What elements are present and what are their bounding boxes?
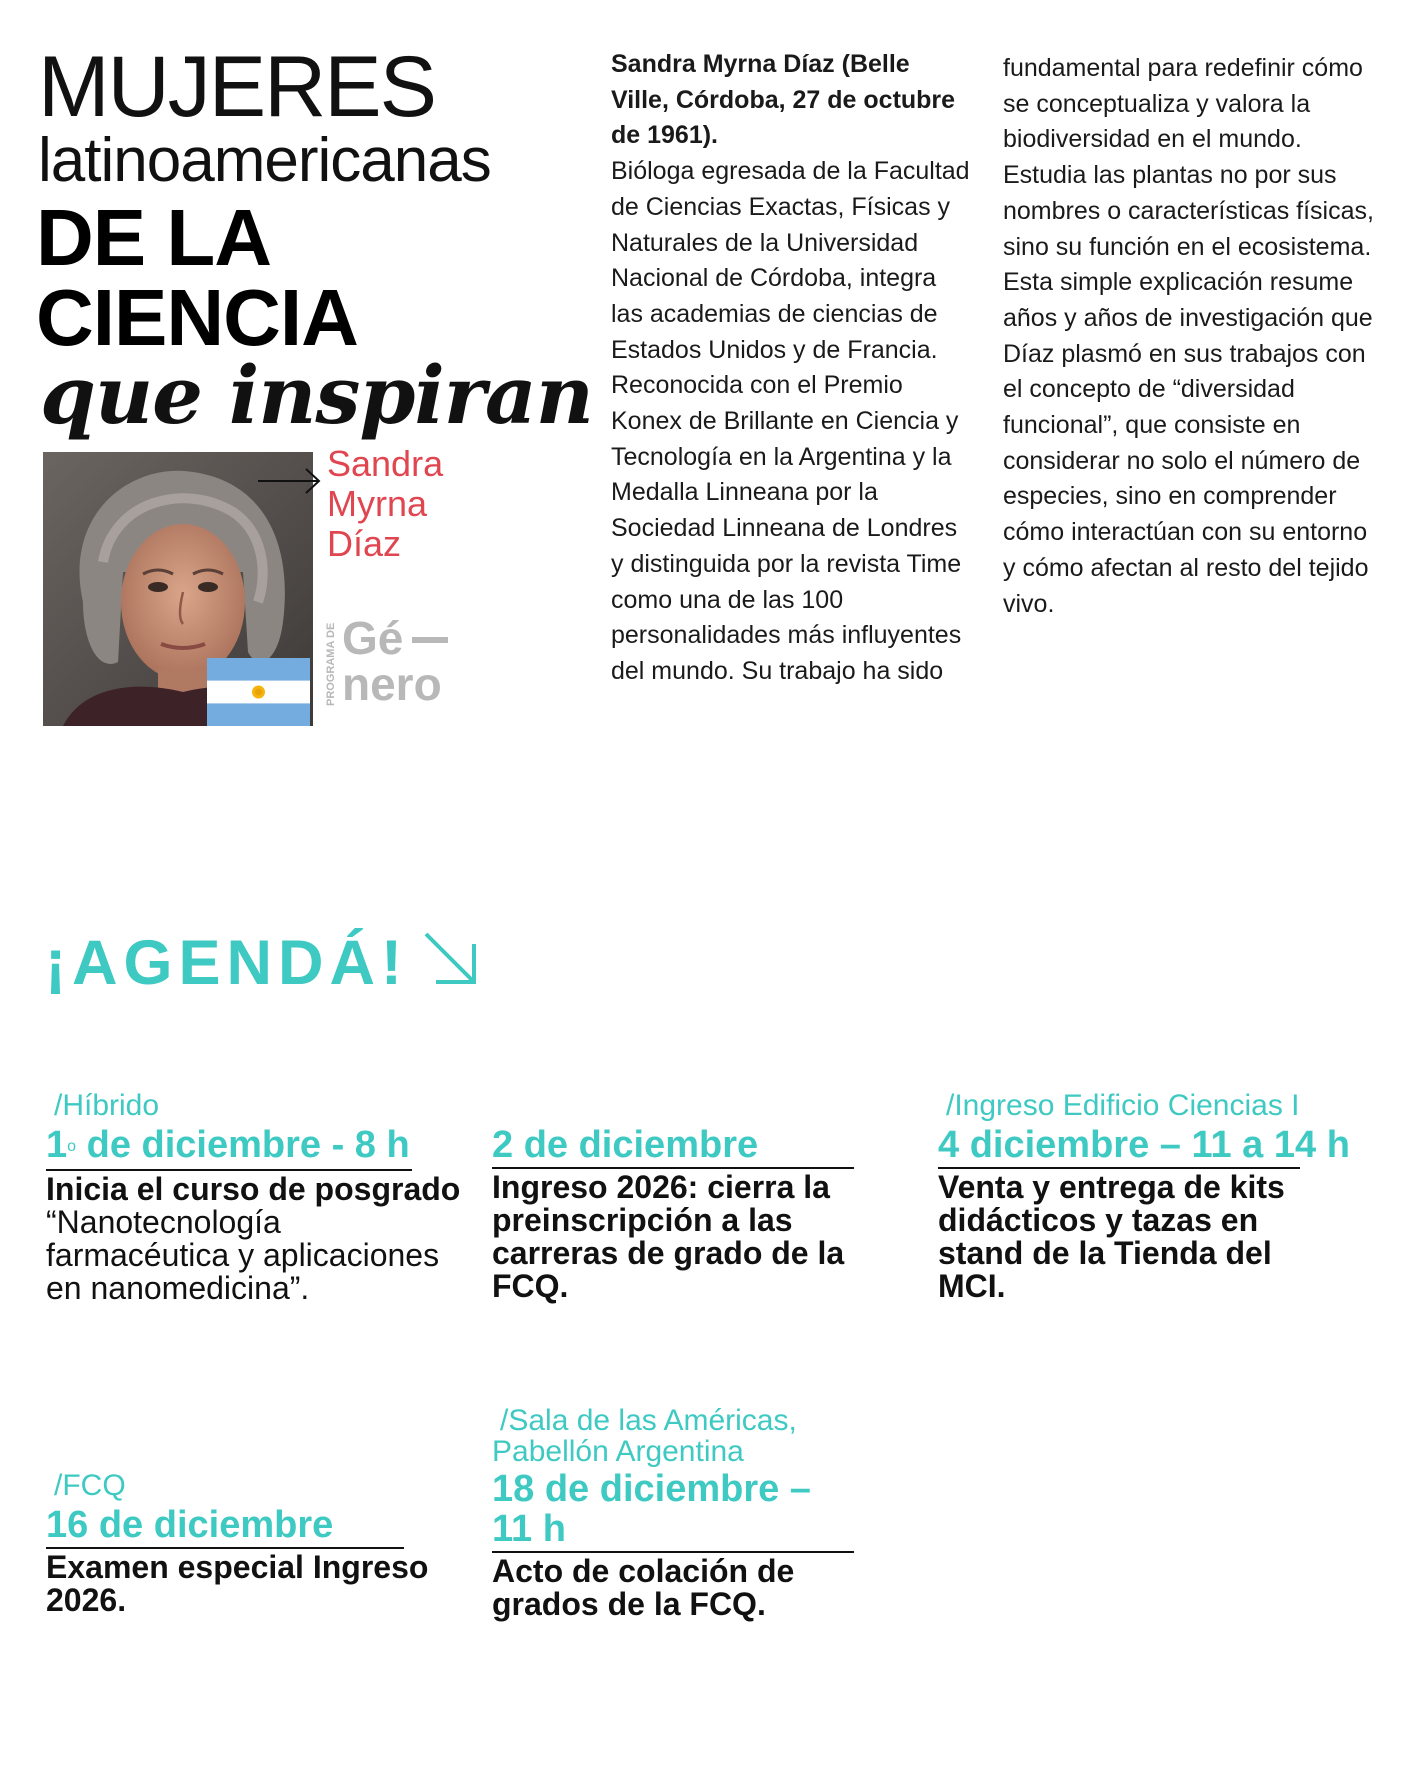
bio-column-2: fundamental para redefinir cómo se conceptualiza y valora la biodiversidad en el mundo. Estudia las plantas no por sus nombres o características físicas, sino su función en el ecosistema. Esta simple explicación resume años y años de investigación que Díaz plasmó en sus trabajos con el concepto de “diversidad funcional”, que consiste en considerar no solo el número de especies, sino en comprender cómo interactúan con su entorno y cómo afectan al resto del tejido vivo. xyxy=(1003,54,1374,618)
event-description xyxy=(46,1173,471,1305)
name-line-3: Díaz xyxy=(327,523,402,564)
event-date-1: 18 de diciembre – xyxy=(492,1468,811,1510)
name-line-1: Sandra xyxy=(327,443,444,484)
event-date xyxy=(46,1125,471,1167)
event-3 xyxy=(938,1090,1358,1303)
event-description: Ingreso 2026: cierra la preinscripción a las carreras de grado de la FCQ. xyxy=(492,1169,845,1304)
argentina-flag-icon xyxy=(207,658,310,726)
event-location: /Híbrido xyxy=(54,1089,160,1122)
logo-big-2: nero xyxy=(342,658,442,708)
event-location-1: /Sala de las Américas, xyxy=(500,1404,797,1437)
event-date: 16 de diciembre xyxy=(46,1504,334,1546)
title-mujeres: MUJERES xyxy=(38,39,435,135)
event-date: 4 diciembre – 11 a 14 h xyxy=(938,1124,1350,1166)
arrow-down-right-icon xyxy=(422,930,480,986)
event-desc-bold: Inicia el curso de posgrado xyxy=(46,1171,461,1207)
event-date: 2 de diciembre xyxy=(492,1124,759,1166)
event-2 xyxy=(492,1125,872,1303)
agenda-title: ¡AGENDÁ! xyxy=(45,928,408,998)
event-description: Acto de colación de grados de la FCQ. xyxy=(492,1553,795,1622)
bio-heading: Sandra Myrna Díaz (Belle Ville, Córdoba, 27 de octubre de 1961). xyxy=(611,50,956,150)
logo-small-text: PROGRAMA DE xyxy=(325,622,337,706)
logo-big-1: Gé xyxy=(342,612,404,664)
title-ciencia: CIENCIA xyxy=(36,273,358,362)
bio-text-1: Bióloga egresada de la Facultad de Ciencias Exactas, Físicas y Naturales de la Universidad Nacional de Córdoba, integra las academias de ciencias de Estados Unidos y de Francia. Reconocida con el Premio Konex de Brillante en Ciencia y Tecnología en la Argentina y la Medalla Linneana por la Sociedad Linneana de Londres y distinguida por la revista Time como una de las 100 personalidades más influyentes del mundo. Su trabajo ha sido xyxy=(611,157,970,685)
event-description: Examen especial Ingreso 2026. xyxy=(46,1549,429,1618)
profile-name xyxy=(327,444,507,564)
event-4 xyxy=(46,1470,446,1617)
event-description: Venta y entrega de kits didácticos y tazas en stand de la Tienda del MCI. xyxy=(938,1169,1285,1304)
arrow-right-icon xyxy=(258,466,322,496)
bio-column-1 xyxy=(611,47,971,690)
name-line-2: Myrna xyxy=(327,483,428,524)
event-1 xyxy=(46,1090,471,1305)
event-date-ordinal: o xyxy=(67,1138,77,1155)
event-location-2: Pabellón Argentina xyxy=(492,1435,744,1468)
event-date-rest: de diciembre - 8 h xyxy=(76,1124,410,1166)
programa-genero-logo xyxy=(320,612,470,708)
event-date-2: 11 h xyxy=(492,1508,566,1550)
event-location: /FCQ xyxy=(54,1469,126,1502)
event-desc-light: “Nanotecnología farmacéutica y aplicaciones en nanomedicina”. xyxy=(46,1204,440,1306)
event-5 xyxy=(492,1405,872,1621)
event-date-day: 1 xyxy=(46,1124,68,1166)
title-que-inspiran: que inspiran xyxy=(40,348,593,442)
title-latinoamericanas: latinoamericanas xyxy=(38,126,491,195)
event-location: /Ingreso Edificio Ciencias I xyxy=(946,1089,1300,1122)
title-de-la: DE LA xyxy=(36,193,271,282)
